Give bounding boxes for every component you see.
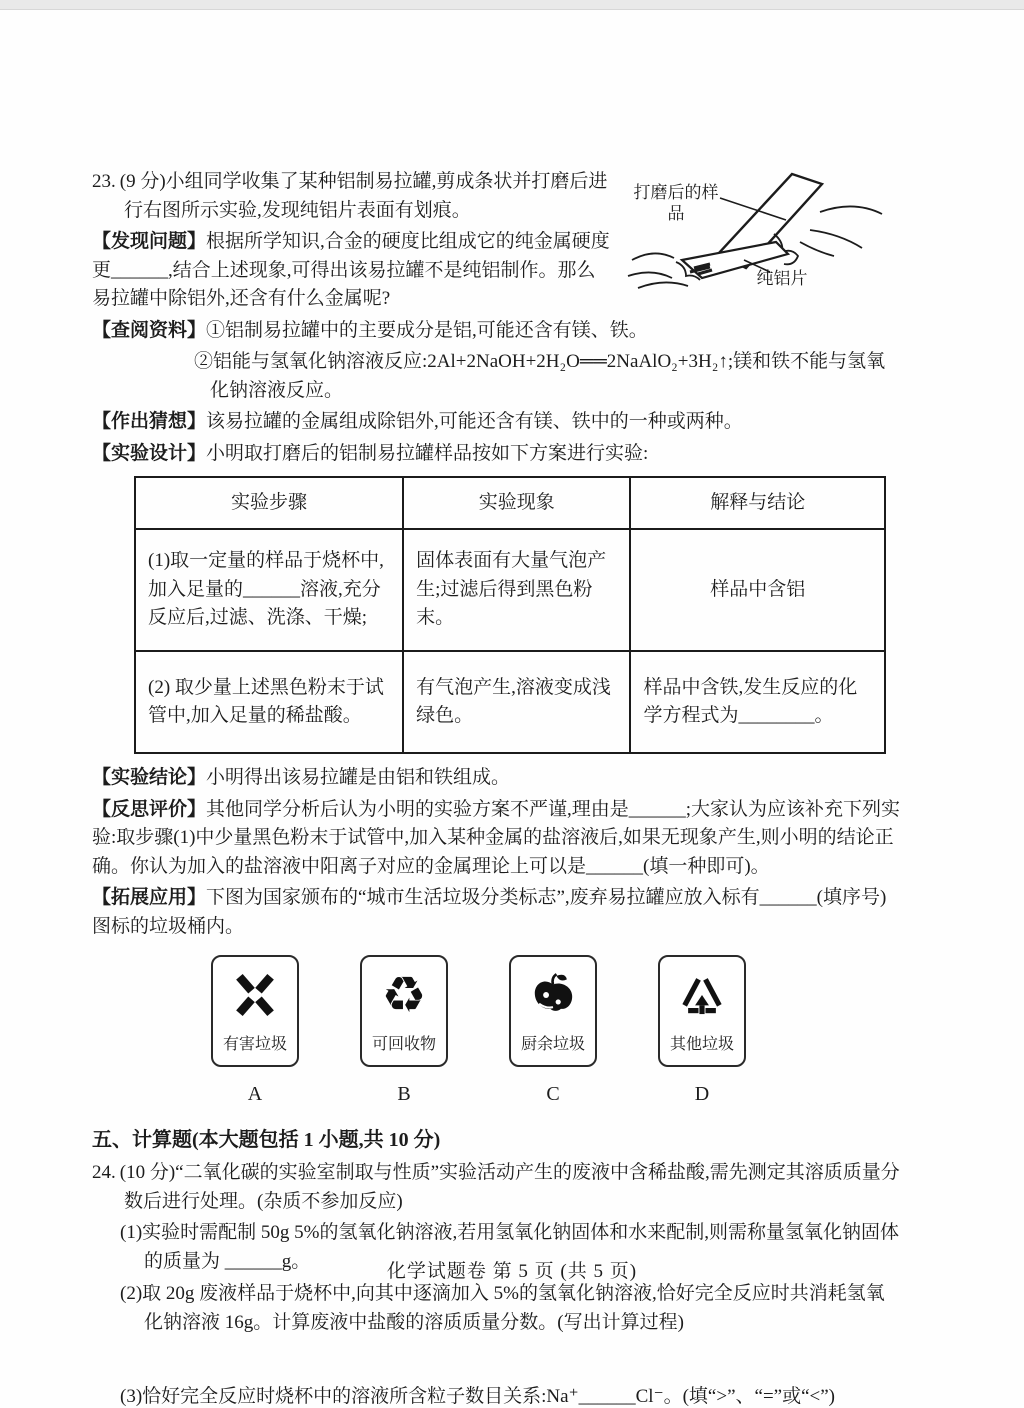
q23-design	[92, 440, 902, 469]
q23-extend	[92, 884, 902, 941]
table-cell-conclusion1: 样品中含铝	[630, 529, 885, 651]
q23-guess-text: 该易拉罐的金属组成除铝外,可能还含有镁、铁中的一种或两种。	[206, 411, 743, 432]
garbage-letter: C	[546, 1083, 560, 1105]
garbage-label: 其他垃圾	[669, 1036, 734, 1053]
table-cell-phenomenon2: 有气泡产生,溶液变成浅绿色。	[403, 651, 630, 753]
q23-research	[92, 317, 902, 346]
q23-conclusion-text: 小明得出该易拉罐是由铝和铁组成。	[206, 767, 511, 788]
q23-reflect-tag: 【反思评价】	[92, 798, 207, 820]
garbage-icon-item-c	[508, 955, 598, 1109]
q23-intro-text: (9 分)小组同学收集了某种铝制易拉罐,剪成条状并打磨后进行右图所示实验,发现纯铝片表面有划痕。	[119, 171, 608, 221]
garbage-letter: A	[247, 1083, 263, 1105]
figure-label-sample: 打磨后的样品	[633, 183, 719, 224]
hazardous-waste-sign	[211, 955, 299, 1067]
q24-intro	[92, 1159, 902, 1216]
q23-conclusion	[92, 764, 902, 793]
page-footer: 化学试题卷 第 5 页 (共 5 页)	[386, 1261, 638, 1282]
garbage-icon-item-a	[210, 955, 300, 1109]
hazardous-waste-icon	[229, 967, 281, 1023]
q23-design-tag: 【实验设计】	[92, 442, 207, 464]
q24-sub3: (3)恰好完全反应时烧杯中的溶液所含粒子数目关系:Na⁺______Cl⁻。(填“>”、“=”或“<”)	[120, 1386, 835, 1407]
q23-guess-tag: 【作出猜想】	[92, 411, 207, 432]
garbage-icon-item-b	[359, 955, 449, 1109]
q23-extend-text: 下图为国家颁布的“城市生活垃圾分类标志”,废弃易拉罐应放入标有______(填序号)图标的垃圾桶内。	[92, 887, 887, 937]
table-cell-conclusion2: 样品中含铁,发生反应的化学方程式为________。	[630, 651, 885, 753]
question-23	[92, 168, 902, 1109]
figure-label-sheet: 纯铝片	[756, 269, 808, 288]
kitchen-waste-icon	[527, 967, 579, 1023]
q23-extend-tag: 【拓展应用】	[92, 887, 207, 908]
q24-number: 24.	[92, 1162, 116, 1183]
table-cell-step1: (1)取一定量的样品于烧杯中,加入足量的______溶液,充分反应后,过滤、洗涤、干燥;	[135, 529, 403, 651]
garbage-icons-row	[210, 955, 902, 1109]
q23-discover-tag: 【发现问题】	[92, 231, 207, 252]
q24-sub2: (2)取 20g 废液样品于烧杯中,向其中逐滴加入 5%的氢氧化钠溶液,恰好完全反应时共消耗氢氧化钠溶液 16g。计算废液中盐酸的溶质质量分数。(写出计算过程)	[120, 1283, 885, 1333]
other-waste-sign	[658, 955, 746, 1067]
table-row	[135, 529, 885, 651]
table-row	[135, 651, 885, 753]
q23-reflect	[92, 796, 902, 882]
garbage-letter: B	[397, 1083, 411, 1105]
q23-research-item2: ②铝能与氢氧化钠溶液反应:2Al+2NaOH+2H₂O══2NaAlO₂+3H₂↑;镁和铁不能与氢氧化钠溶液反应。	[194, 351, 886, 401]
q24-sub1: (1)实验时需配制 50g 5%的氢氧化钠溶液,若用氢氧化钠固体和水来配制,则需称量氢氧化钠固体的质量为 ______g。	[120, 1222, 899, 1272]
garbage-label: 厨余垃圾	[520, 1036, 585, 1053]
other-waste-icon	[676, 967, 728, 1023]
exam-content	[92, 168, 902, 1408]
table-cell-phenomenon1: 固体表面有大量气泡产生;过滤后得到黑色粉末。	[403, 529, 630, 651]
garbage-icon-item-d	[657, 955, 747, 1109]
garbage-letter: D	[694, 1083, 710, 1105]
q23-research-item1: ①铝制易拉罐中的主要成分是铝,可能还含有镁、铁。	[206, 319, 648, 341]
q23-reflect-text: 其他同学分析后认为小明的实验方案不严谨,理由是______;大家认为应该补充下列实验:取步骤(1)中少量黑色粉末于试管中,加入某种金属的盐溶液后,如果无现象产生,则小明的结论正确。你认为加入的盐溶液中阳离子对应的金属理论上可以是______(填一种即可)。	[92, 798, 901, 877]
section-5-title: 五、计算题(本大题包括 1 小题,共 10 分)	[92, 1129, 441, 1151]
garbage-label: 有害垃圾	[222, 1036, 287, 1053]
table-header-phenomena: 实验现象	[403, 477, 630, 529]
q23-research-tag: 【查阅资料】	[92, 319, 207, 341]
kitchen-waste-sign	[509, 955, 597, 1067]
scratch-experiment-figure	[624, 168, 902, 296]
recycle-icon: ♻	[381, 966, 427, 1024]
recyclable-sign	[360, 955, 448, 1067]
table-header-conclusion: 解释与结论	[630, 477, 885, 529]
q23-design-text: 小明取打磨后的铝制易拉罐样品按如下方案进行实验:	[206, 442, 649, 464]
table-header-row	[135, 477, 885, 529]
q24-intro-text: (10 分)“二氧化碳的实验室制取与性质”实验活动产生的废液中含稀盐酸,需先测定其溶质质量分数后进行处理。(杂质不参加反应)	[119, 1162, 900, 1212]
experiment-table	[134, 476, 886, 754]
q23-number: 23.	[92, 171, 116, 192]
q23-guess	[92, 408, 902, 437]
q23-discover-text: 根据所学知识,合金的硬度比组成它的纯金属硬度更______,结合上述现象,可得出该易拉罐不是纯铝制作。那么易拉罐中除铝外,还含有什么金属呢?	[92, 231, 610, 309]
table-cell-step2: (2) 取少量上述黑色粉末于试管中,加入足量的稀盐酸。	[135, 651, 403, 753]
top-strip	[0, 0, 1024, 10]
table-header-steps: 实验步骤	[135, 477, 403, 529]
garbage-label: 可回收物	[371, 1036, 436, 1053]
q23-conclusion-tag: 【实验结论】	[92, 767, 207, 788]
